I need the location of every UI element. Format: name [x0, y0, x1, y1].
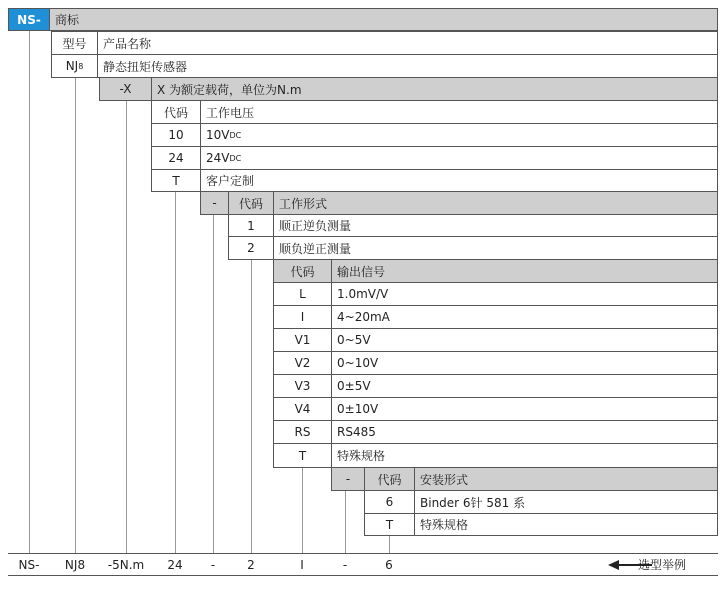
voltage-value-24-text: 24V: [206, 151, 230, 165]
connector-mode: [251, 259, 252, 553]
output-value-rs: RS485: [331, 420, 718, 444]
selection-example: [8, 553, 718, 576]
example-note: 选型举例: [637, 558, 686, 572]
connector-output: [302, 467, 303, 553]
output-value-t: 特殊规格: [331, 443, 718, 468]
example-part: 24: [167, 557, 183, 572]
output-code-v2: V2: [273, 351, 332, 375]
mount-value-t: 特殊规格: [414, 513, 718, 536]
mount-dash: -: [331, 467, 365, 491]
mount-code-t: T: [364, 513, 415, 536]
connector-mount: [389, 535, 390, 553]
voltage-code-24: 24: [151, 146, 201, 170]
output-code-t: T: [273, 443, 332, 468]
output-code-v4: V4: [273, 397, 332, 421]
mount-code-6: 6: [364, 490, 415, 514]
mount-header-code: 代码: [364, 467, 415, 491]
voltage-value-t: 客户定制: [200, 169, 718, 192]
model-name: 静态扭矩传感器: [97, 54, 718, 78]
example-part: NJ8: [64, 557, 86, 572]
connector-load: [126, 100, 127, 553]
output-value-v3: 0±5V: [331, 374, 718, 398]
output-header-code: 代码: [273, 259, 332, 283]
connector-voltage: [175, 191, 176, 553]
output-code-v1: V1: [273, 328, 332, 352]
load-description: X 为额定载荷，单位为N.m: [151, 77, 718, 101]
model-code-sub: 8: [78, 61, 84, 71]
brand-prefix: NS-: [8, 8, 50, 31]
connector-brand: [29, 31, 30, 553]
model-code-text: NJ: [65, 59, 79, 73]
mode-code-2: 2: [228, 236, 274, 260]
voltage-value-10-text: 10V: [206, 128, 230, 142]
mode-header-name: 工作形式: [273, 191, 718, 215]
example-part: -: [342, 557, 348, 572]
output-value-v1: 0~5V: [331, 328, 718, 352]
load-code: -X: [99, 77, 152, 101]
mount-value-6: Binder 6针 581 系: [414, 490, 718, 514]
mode-header-code: 代码: [228, 191, 274, 215]
example-part: 6: [385, 557, 393, 572]
connector-mount-dash: [345, 490, 346, 553]
mode-value-2: 顺负逆正测量: [273, 236, 718, 260]
voltage-value-24: [200, 146, 718, 170]
connector-model: [75, 77, 76, 553]
output-value-v2: 0~10V: [331, 351, 718, 375]
voltage-code-t: T: [151, 169, 201, 192]
mode-value-1: 顺正逆负测量: [273, 214, 718, 237]
voltage-code-10: 10: [151, 123, 201, 147]
output-code-i: I: [273, 305, 332, 329]
output-value-v4: 0±10V: [331, 397, 718, 421]
output-code-v3: V3: [273, 374, 332, 398]
mode-dash: -: [200, 191, 229, 215]
mode-code-1: 1: [228, 214, 274, 237]
model-code: [51, 54, 98, 78]
output-code-l: L: [273, 282, 332, 306]
output-value-l: 1.0mV/V: [331, 282, 718, 306]
output-value-i: 4~20mA: [331, 305, 718, 329]
example-part: -5N.m: [107, 557, 145, 572]
output-code-rs: RS: [273, 420, 332, 444]
connector-mode-dash: [213, 214, 214, 553]
model-header-code: 型号: [51, 31, 98, 55]
voltage-value-24-sub: DC: [229, 153, 242, 163]
brand-label: 商标: [49, 8, 718, 31]
example-part: NS-: [18, 557, 40, 572]
output-header-name: 输出信号: [331, 259, 718, 283]
voltage-header-name: 工作电压: [200, 100, 718, 124]
voltage-value-10: [200, 123, 718, 147]
model-header-name: 产品名称: [97, 31, 718, 55]
example-part: I: [300, 557, 304, 572]
example-part: 2: [247, 557, 255, 572]
example-part: -: [210, 557, 216, 572]
voltage-value-10-sub: DC: [229, 130, 242, 140]
mount-header-name: 安装形式: [414, 467, 718, 491]
voltage-header-code: 代码: [151, 100, 201, 124]
